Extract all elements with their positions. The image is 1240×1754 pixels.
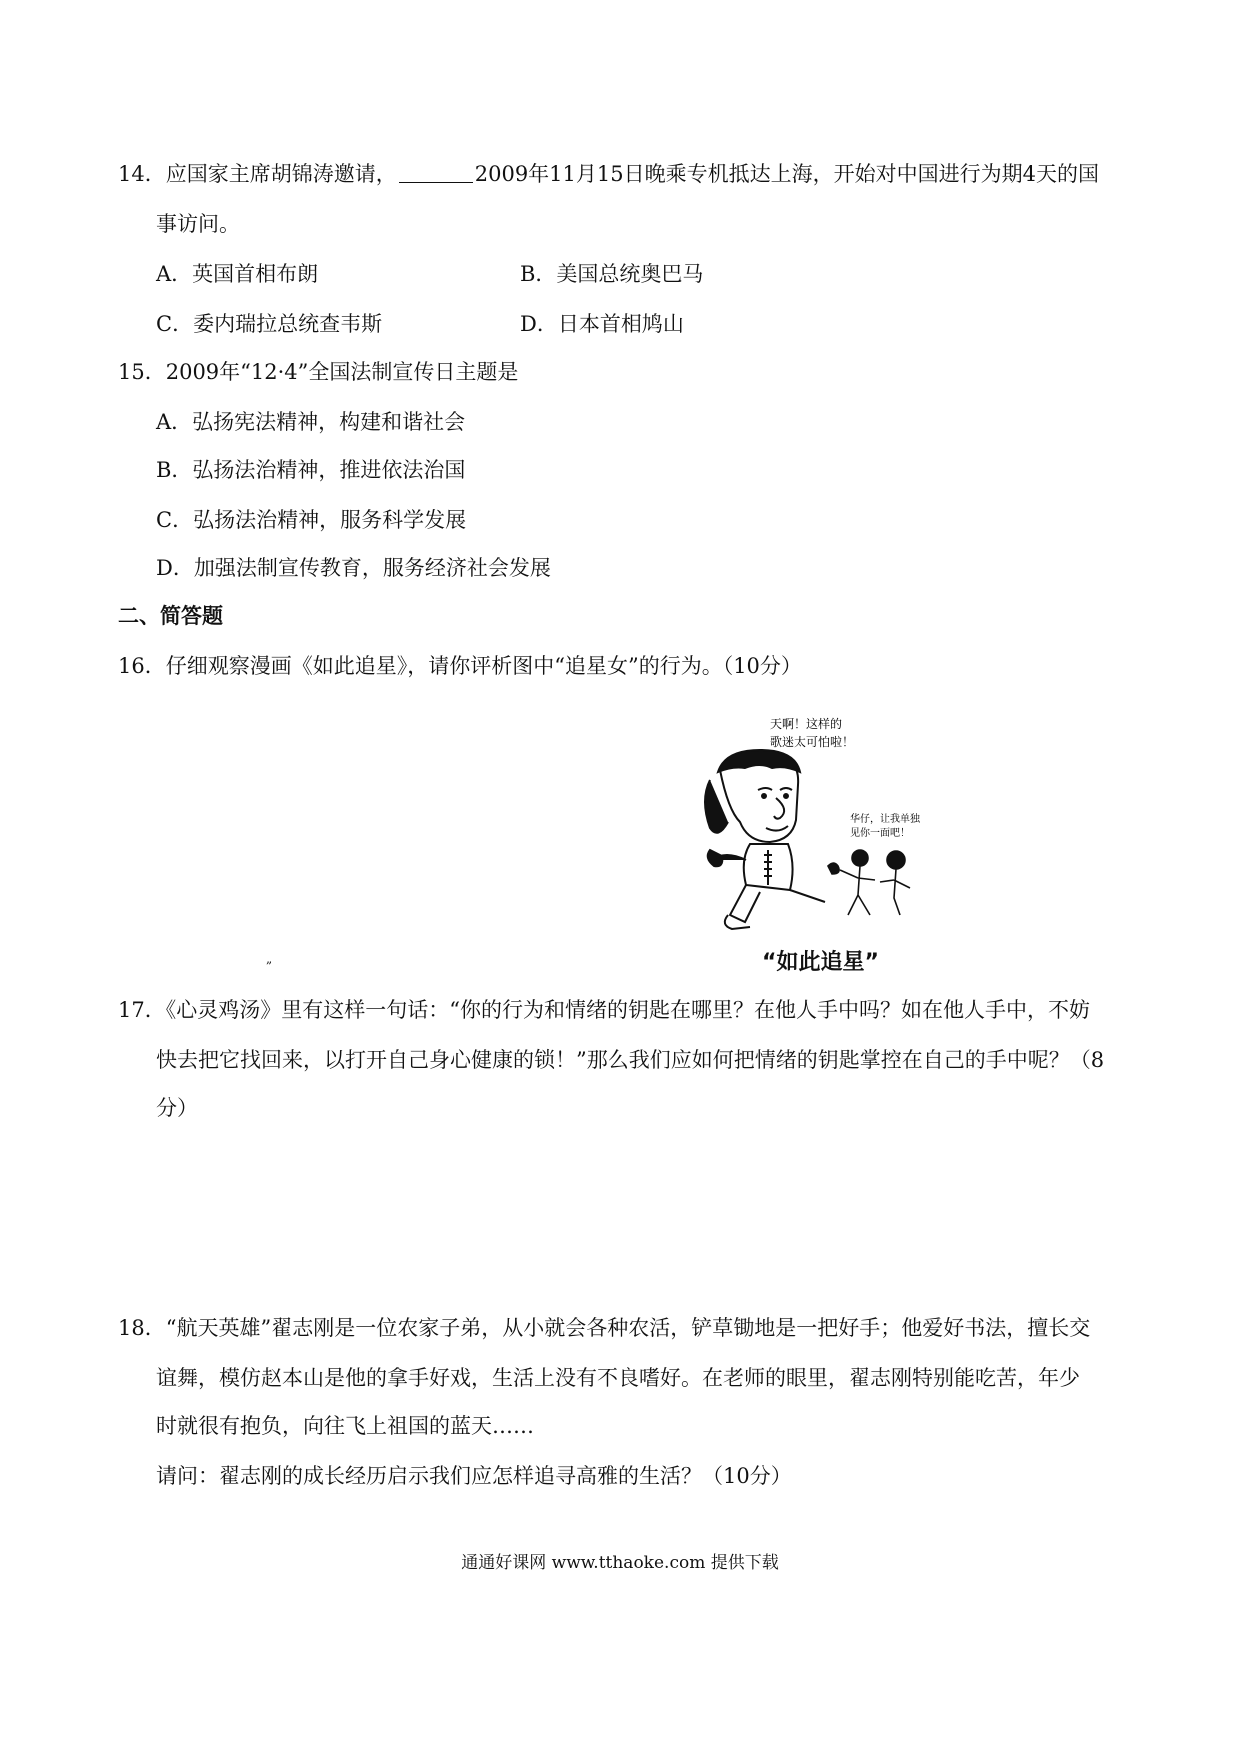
q15-option-b: B．弘扬法治精神，推进依法治国: [156, 458, 466, 482]
q14-option-b: B．美国总统奥巴马: [520, 262, 704, 286]
q14-blank: [399, 162, 473, 183]
q15-option-a: A．弘扬宪法精神，构建和谐社会: [156, 410, 466, 434]
section-heading: 二、简答题: [118, 604, 223, 628]
q15-option-c: C．弘扬法治精神，服务科学发展: [156, 508, 467, 532]
stray-mark: „: [266, 952, 273, 966]
q14-stem-post: 2009年11月15日晚乘专机抵达上海，开始对中国进行为期4天的国: [474, 162, 1099, 186]
q14-stem-line2: 事访问。: [156, 212, 240, 236]
star-figure: [705, 750, 825, 929]
q14-option-c: C．委内瑞拉总统查韦斯: [156, 312, 383, 336]
cartoon-bubble-line2: 歌迷太可怕啦！: [770, 735, 855, 749]
q14-stem-pre: 14．应国家主席胡锦涛邀请，: [118, 162, 397, 186]
q17-line2: 快去把它找回来，以打开自己身心健康的锁！”那么我们应如何把情绪的钥匙掌控在自己的手中呢？（8: [156, 1048, 1105, 1072]
cartoon-bubble-line1: 天啊！这样的: [770, 717, 843, 731]
q16-stem: 16．仔细观察漫画《如此追星》，请你评析图中“追星女”的行为。（10分）: [118, 654, 802, 678]
q18-prompt: 请问：翟志刚的成长经历启示我们应怎样追寻高雅的生活？（10分）: [156, 1464, 792, 1488]
q18-line3: 时就很有抱负，向往飞上祖国的蓝天……: [156, 1414, 534, 1438]
q15-stem: 15．2009年“12·4”全国法制宣传日主题是: [118, 360, 519, 384]
cartoon-girl-line1: 华仔，让我单独: [850, 814, 920, 825]
cartoon-illustration: [700, 710, 926, 940]
q14-option-d: D．日本首相鸠山: [520, 312, 684, 336]
fan-girls: [828, 850, 910, 915]
q15-option-d: D．加强法制宣传教育，服务经济社会发展: [156, 556, 551, 580]
q18-line1: 18．“航天英雄”翟志刚是一位农家子弟，从小就会各种农活，铲草锄地是一把好手；他爱好书法，擅长交: [118, 1316, 1091, 1340]
q14-option-a: A．英国首相布朗: [156, 262, 319, 286]
q18-line2: 谊舞，模仿赵本山是他的拿手好戏，生活上没有不良嗜好。在老师的眼里，翟志刚特别能吃苦，年少: [156, 1366, 1080, 1390]
cartoon-caption: “如此追星”: [762, 950, 879, 975]
q17-line3: 分）: [156, 1096, 198, 1120]
q14-stem: [118, 160, 1099, 188]
page-footer: 通通好课网 www.tthaoke.com 提供下载: [461, 1553, 779, 1573]
q17-line1: 17．《心灵鸡汤》里有这样一句话：“你的行为和情绪的钥匙在哪里？在他人手中吗？如在他人手中，不妨: [118, 998, 1090, 1022]
cartoon-girl-line2: 见你一面吧！: [850, 828, 910, 839]
